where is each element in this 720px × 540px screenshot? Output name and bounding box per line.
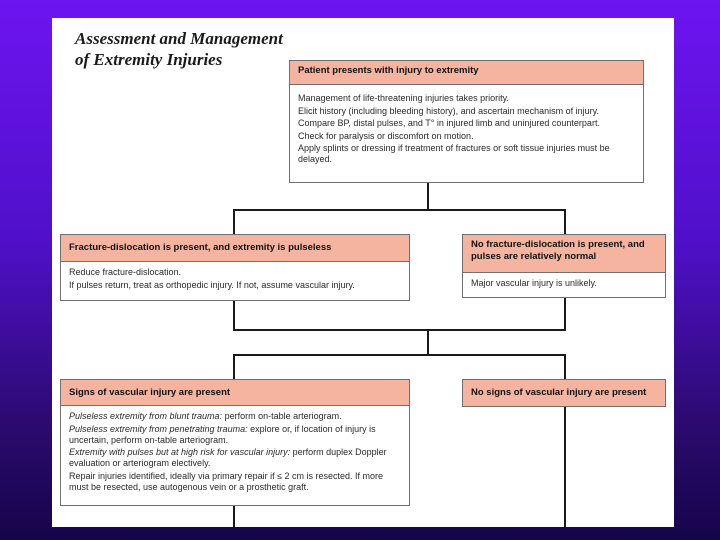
signs-item-1-text: perform on-table arteriogram. [222, 411, 342, 421]
presents-line-1: Management of life-threatening injuries takes priority. [298, 93, 509, 103]
fracture-line-2: If pulses return, treat as orthopedic injury. If not, assume vascular injury. [69, 279, 355, 290]
connector-stem-left-1 [233, 301, 235, 330]
box-patient-presents [289, 60, 644, 183]
signs-item-3 [69, 447, 401, 469]
no-fracture-line-1: Major vascular injury is unlikely. [471, 278, 597, 288]
box-patient-presents-body [290, 85, 643, 172]
connector-drop-right-1 [564, 209, 566, 235]
connector-bar-top [233, 209, 566, 211]
signs-item-3-text: perform duplex Doppler evaluation or arteriogram electively. [69, 447, 387, 468]
fracture-line-1: Reduce fracture-dislocation. [69, 267, 182, 277]
box-fracture-pulseless-body [61, 262, 409, 297]
signs-item-4-text: Repair injuries identified, ideally via primary repair if ≤ 2 cm is resected. If more must be resected, use autogenous vein or a prosthetic graft. [69, 470, 384, 492]
connector-tail-left [233, 506, 235, 527]
box-fracture-pulseless [60, 234, 410, 301]
signs-item-1 [69, 411, 401, 422]
box-no-signs [462, 379, 666, 407]
box-no-fracture-header: No fracture-dislocation is present, and pulses are relatively normal [463, 235, 665, 273]
connector-drop-left-2 [233, 354, 235, 380]
presents-line-3: Compare BP, distal pulses, and T° in injured limb and uninjured counterpart. [298, 118, 600, 128]
signs-item-4 [69, 471, 401, 493]
connector-drop-left-1 [233, 209, 235, 235]
connector-stem-right-1 [564, 298, 566, 330]
connector-bar-low [233, 354, 566, 356]
connector-tail-right [564, 406, 566, 527]
connector-trunk-mid [427, 329, 429, 355]
box-no-fracture [462, 234, 666, 298]
box-signs-vascular-header: Signs of vascular injury are present [61, 380, 409, 406]
box-signs-vascular [60, 379, 410, 506]
connector-trunk-top [427, 182, 429, 210]
signs-item-1-lead: Pulseless extremity from blunt trauma: [69, 411, 223, 421]
presents-line-4: Check for paralysis or discomfort on motion. [298, 130, 474, 141]
signs-item-2-lead: Pulseless extremity from penetrating trauma: [69, 423, 248, 434]
box-signs-vascular-body [61, 406, 409, 499]
box-patient-presents-header: Patient presents with injury to extremity [290, 61, 643, 85]
signs-item-2 [69, 424, 401, 446]
presents-line-5: Apply splints or dressing if treatment of fractures or soft tissue injuries must be delayed. [298, 143, 610, 164]
connector-drop-right-2 [564, 354, 566, 380]
title-line-1: Assessment and Management [75, 29, 283, 48]
presents-line-2: Elicit history (including bleeding history), and ascertain mechanism of injury. [298, 105, 599, 116]
title-line-2: of Extremity Injuries [75, 50, 223, 69]
slide [52, 18, 674, 527]
signs-item-3-lead: Extremity with pulses but at high risk for vascular injury: [69, 447, 291, 457]
box-no-fracture-body [463, 273, 665, 296]
connector-bar-mid [233, 329, 566, 331]
box-no-signs-header: No signs of vascular injury are present [463, 380, 665, 406]
signs-item-2-text: explore or, if location of injury is uncertain, perform on-table arteriogram. [69, 423, 376, 445]
box-fracture-pulseless-header: Fracture-dislocation is present, and extremity is pulseless [61, 235, 409, 262]
